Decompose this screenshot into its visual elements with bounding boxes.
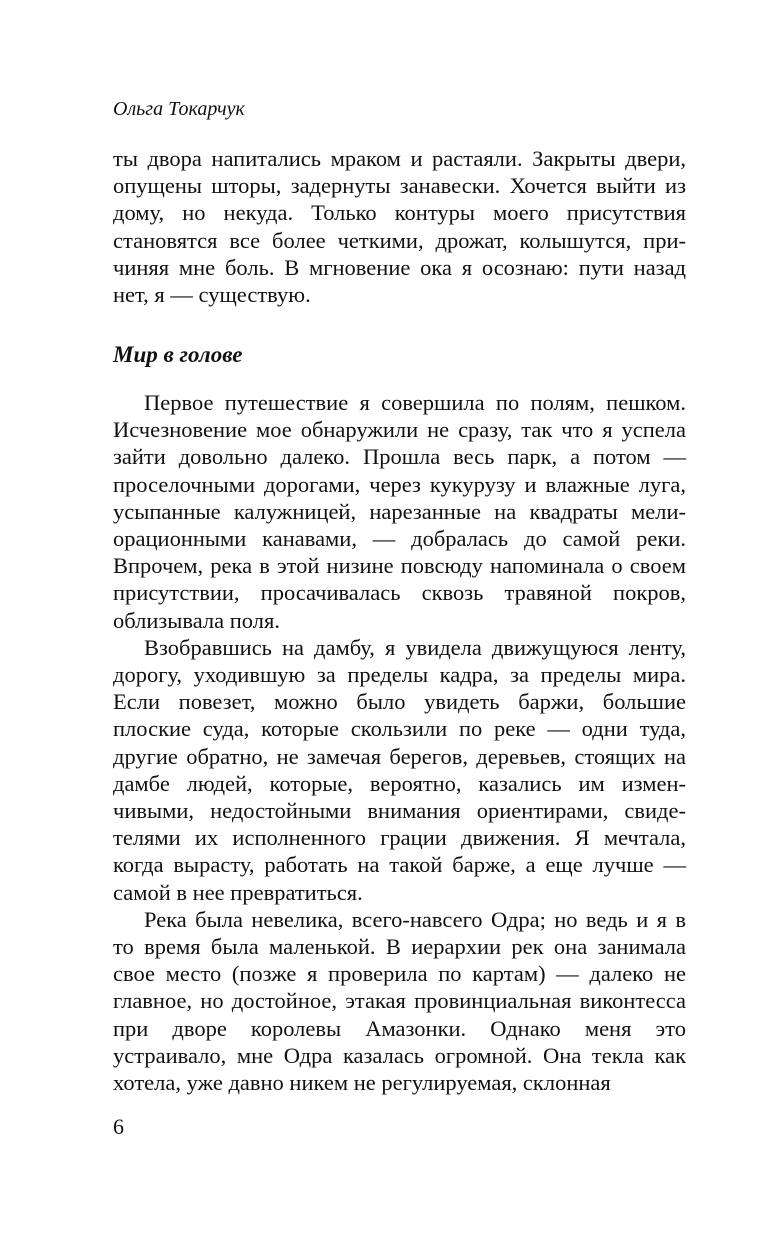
book-page [113,0,686,1241]
paragraph-continued: ты двора напитались мраком и растаяли. Закрыты двери, опущены шторы, задернуты занавески. Хочется выйти из дому, но некуда. Только контуры моего присутствия становятся все более четкими, дрожат, колышутся, причиняя мне боль. В мгновение ока я осознаю: пути назад нет, я — существую. [113,146,686,308]
paragraph-2: Взобравшись на дамбу, я увидела движущуюся ленту, дорогу, уходившую за пределы кадра, за пределы мира. Если повезет, можно было увидеть баржи, большие плоские суда, которые скользили по реке — одни туда, другие обратно, не замечая берегов, деревьев, стоящих на дамбе людей, которые, вероятно, казались им изменчивыми, недостойными внимания ориентирами, свидетелями их исполненного грации движения. Я мечтала, когда вырасту, работать на такой барже, а еще лучше — самой в нее превратиться. [113,634,686,905]
section-heading: Мир в голове [113,342,243,367]
continued-text-block [113,145,686,308]
paragraph-1: Первое путешествие я совершила по полям, пешком. Исчезновение мое обнаружили не сразу, так что я успела зайти довольно далеко. Прошла весь парк, а потом — проселочными дорогами, через кукурузу и влажные луга, усыпанные калужницей, нарезанные на квадраты мелиорационными канавами, — добралась до самой реки. Впрочем, река в этой низине повсюду напоминала о своем присутствии, просачивалась сквозь травяной покров, облизывала поля. [113,390,686,633]
section-text-block [113,389,686,1096]
page-number: 6 [113,1114,124,1139]
running-header-author: Ольга Токарчук [113,98,245,120]
paragraph-3: Река была невелика, всего-навсего Одра; но ведь и я в то время была маленькой. В иерархии рек она занимала свое место (позже я проверила по картам) — далеко не главное, но достойное, этакая провинциальная виконтесса при дворе королевы Амазонки. Однако меня это устраивало, мне Одра казалась огромной. Она текла как хотела, уже давно никем не регулируемая, склонная [113,906,686,1096]
